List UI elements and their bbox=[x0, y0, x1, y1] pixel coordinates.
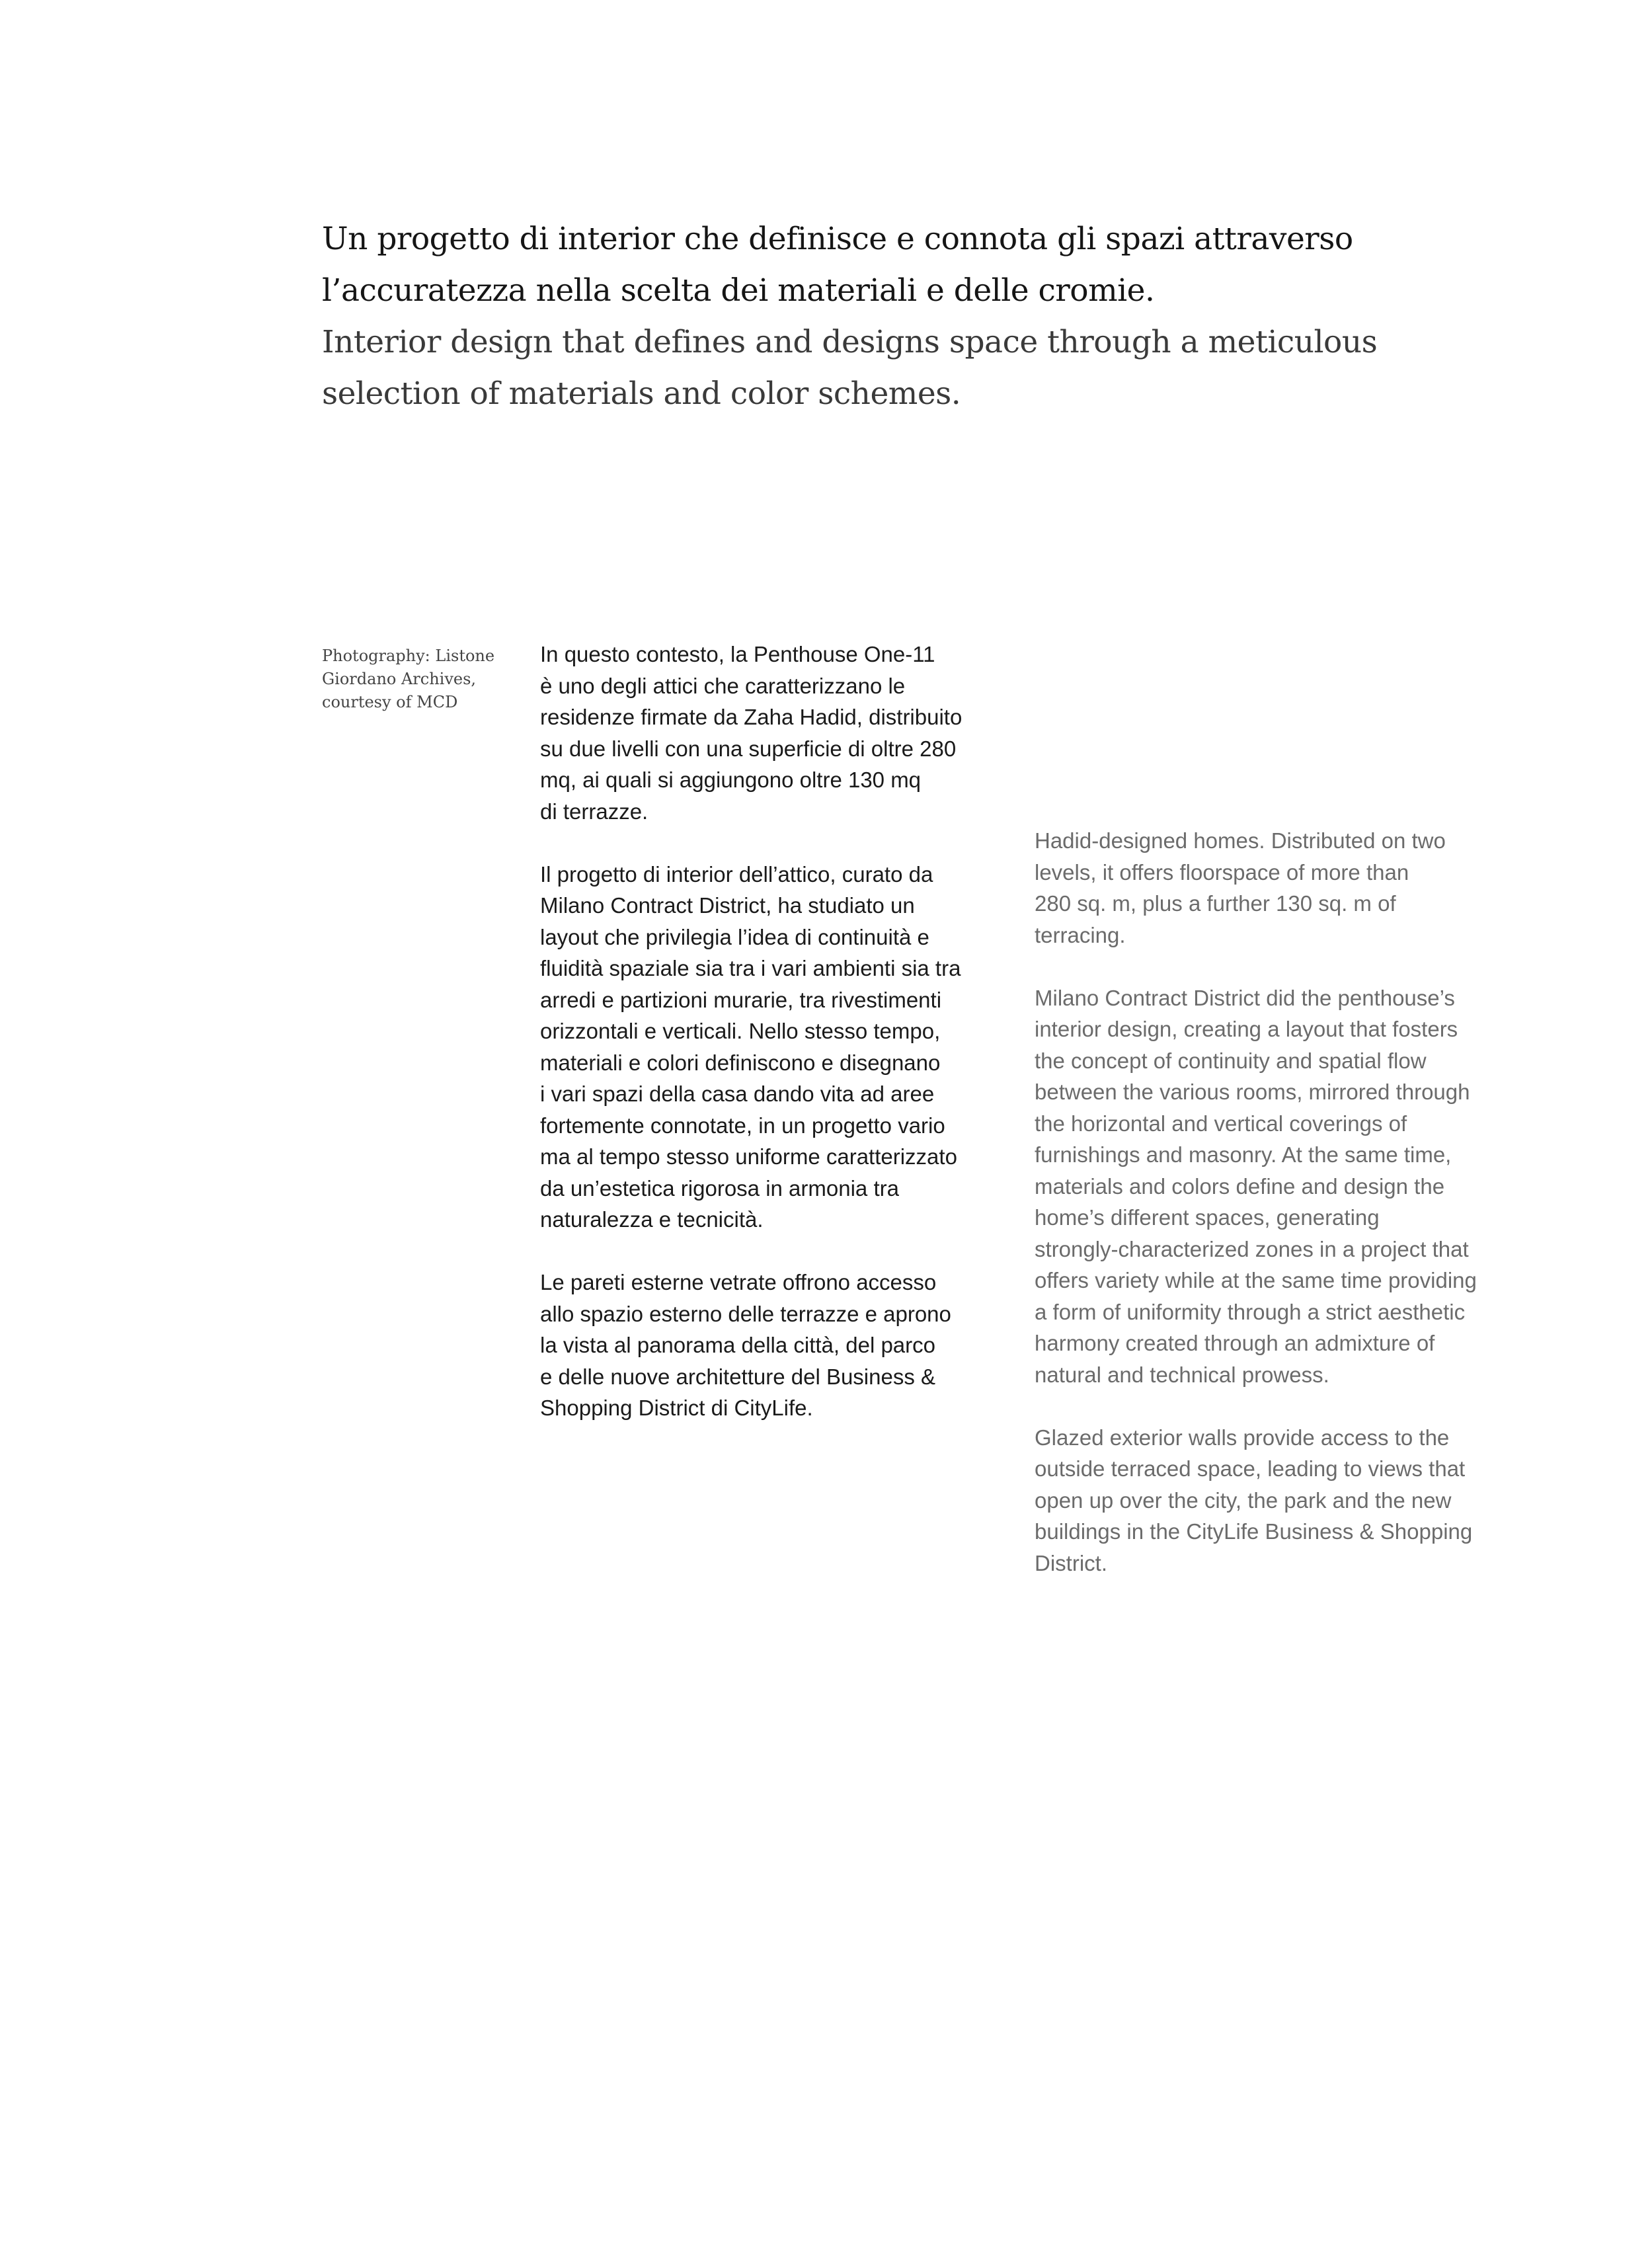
headline-english bbox=[322, 317, 1378, 420]
english-paragraph-3 bbox=[1035, 1422, 1517, 1579]
body-line: e delle nuove architetture del Business & bbox=[540, 1364, 936, 1389]
headline bbox=[322, 214, 1378, 420]
body-line: fluidità spaziale sia tra i vari ambienti sia tra bbox=[540, 956, 961, 980]
body-line: between the various rooms, mirrored through bbox=[1035, 1080, 1470, 1104]
body-line: buildings in the CityLife Business & Shopping bbox=[1035, 1519, 1473, 1544]
body-line: arredi e partizioni murarie, tra rivestimenti bbox=[540, 987, 942, 1012]
english-paragraph-1 bbox=[1035, 825, 1517, 951]
headline-italian-line: Un progetto di interior che definisce e connota gli spazi attraverso bbox=[322, 221, 1353, 257]
body-line: i vari spazi della casa dando vita ad aree bbox=[540, 1082, 935, 1106]
body-line: Il progetto di interior dell’attico, curato da bbox=[540, 861, 933, 887]
caption-line: Giordano Archives, bbox=[322, 670, 477, 688]
body-line: mq, ai quali si aggiungono oltre 130 mq bbox=[540, 768, 922, 792]
body-line: layout che privilegia l’idea di continuità e bbox=[540, 924, 929, 949]
body-line: furnishings and masonry. At the same time, bbox=[1035, 1142, 1452, 1167]
italian-paragraph-2 bbox=[540, 859, 1023, 1236]
body-line: the horizontal and vertical coverings of bbox=[1035, 1111, 1407, 1136]
body-line: allo spazio esterno delle terrazze e aprono bbox=[540, 1301, 951, 1326]
body-line: ma al tempo stesso uniforme caratterizzato bbox=[540, 1144, 957, 1169]
body-line: Le pareti esterne vetrate offrono accesso bbox=[540, 1270, 937, 1294]
body-line: di terrazze. bbox=[540, 799, 649, 824]
caption-line: courtesy of MCD bbox=[322, 693, 458, 711]
body-line: outside terraced space, leading to views that bbox=[1035, 1456, 1466, 1481]
body-line: home’s different spaces, generating bbox=[1035, 1205, 1380, 1230]
italian-paragraph-1 bbox=[540, 639, 1023, 827]
headline-english-line: Interior design that defines and designs space through a meticulous bbox=[322, 324, 1378, 360]
body-line: Shopping District di CityLife. bbox=[540, 1396, 813, 1420]
caption-line: Photography: Listone bbox=[322, 647, 495, 665]
english-body-column bbox=[1035, 825, 1517, 1610]
body-line: the concept of continuity and spatial flow bbox=[1035, 1048, 1427, 1073]
english-paragraph-2 bbox=[1035, 982, 1517, 1391]
body-line: è uno degli attici che caratterizzano le bbox=[540, 673, 906, 698]
body-line: a form of uniformity through a strict aesthetic bbox=[1035, 1299, 1466, 1324]
body-line: strongly-characterized zones in a project that bbox=[1035, 1236, 1469, 1261]
body-line: Glazed exterior walls provide access to the bbox=[1035, 1425, 1450, 1450]
body-line: residenze firmate da Zaha Hadid, distribuito bbox=[540, 705, 963, 729]
body-line: su due livelli con una superficie di oltre 280 bbox=[540, 736, 957, 761]
body-line: da un’estetica rigorosa in armonia tra bbox=[540, 1175, 899, 1201]
headline-italian-line: l’accuratezza nella scelta dei materiali e delle cromie. bbox=[322, 272, 1155, 309]
body-line: In questo contesto, la Penthouse One-11 bbox=[540, 642, 935, 666]
body-line: natural and technical prowess. bbox=[1035, 1362, 1329, 1387]
body-line: materiali e colori definiscono e disegnano bbox=[540, 1050, 941, 1075]
body-line: 280 sq. m, plus a further 130 sq. m of bbox=[1035, 891, 1396, 916]
body-line: la vista al panorama della città, del parco bbox=[540, 1333, 935, 1357]
body-line: Hadid-designed homes. Distributed on two bbox=[1035, 828, 1446, 853]
body-line: terracing. bbox=[1035, 922, 1126, 947]
body-line: Milano Contract District, ha studiato un bbox=[540, 893, 915, 918]
body-line: Milano Contract District did the penthouse’s bbox=[1035, 985, 1455, 1010]
body-line: District. bbox=[1035, 1550, 1107, 1575]
body-line: orizzontali e verticali. Nello stesso tempo, bbox=[540, 1019, 941, 1043]
body-line: open up over the city, the park and the new bbox=[1035, 1487, 1452, 1513]
photo-credit-caption bbox=[322, 645, 494, 714]
italian-paragraph-3 bbox=[540, 1267, 1023, 1424]
body-line: materials and colors define and design the bbox=[1035, 1173, 1445, 1199]
body-line: harmony created through an admixture of bbox=[1035, 1331, 1435, 1355]
headline-english-line: selection of materials and color schemes. bbox=[322, 376, 961, 412]
body-line: levels, it offers floorspace of more than bbox=[1035, 859, 1409, 885]
body-line: fortemente connotate, in un progetto vario bbox=[540, 1113, 945, 1138]
body-line: interior design, creating a layout that fosters bbox=[1035, 1017, 1458, 1041]
headline-italian bbox=[322, 214, 1353, 317]
italian-body-column bbox=[540, 639, 1023, 1455]
body-line: offers variety while at the same time providing bbox=[1035, 1268, 1477, 1292]
body-line: naturalezza e tecnicità. bbox=[540, 1207, 764, 1232]
